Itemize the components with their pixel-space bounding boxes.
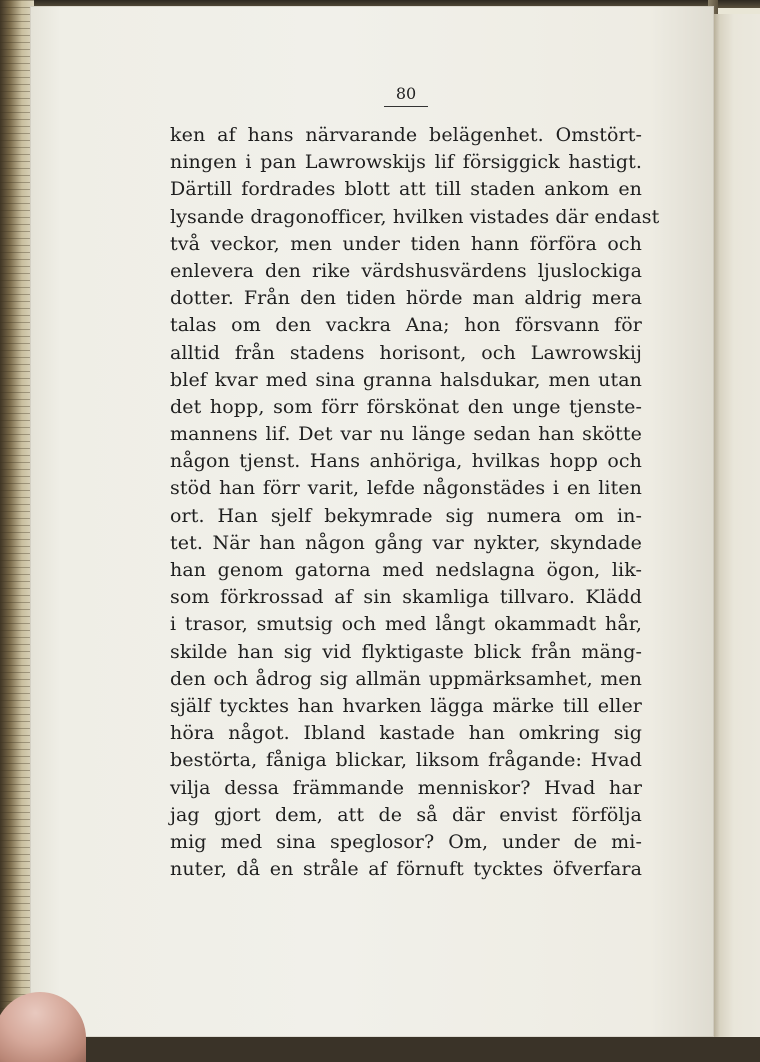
text-line: alltid från stadens horisont, och Lawrowskij — [170, 341, 642, 364]
text-line: det hopp, som förr förskönat den unge tjenste- — [170, 395, 642, 418]
book-page-edges-left — [0, 0, 34, 1037]
page-text-block — [170, 122, 660, 883]
text-line: höra något. Ibland kastade han omkring sig — [170, 722, 642, 745]
text-line: stöd han förr varit, lefde någonstädes i en liten — [170, 477, 642, 500]
facing-page-edge — [714, 14, 760, 1037]
text-line: jag gjort dem, att de så där envist förfölja — [170, 803, 642, 826]
text-line: lysande dragonofficer, hvilken vistades där endast — [170, 205, 660, 228]
text-line: han genom gatorna med nedslagna ögon, lik- — [170, 559, 642, 581]
text-line: ort. Han sjelf bekymrade sig numera om in- — [170, 504, 642, 527]
text-line: talas om den vackra Ana; hon försvann för — [170, 314, 642, 337]
text-line: ningen i pan Lawrowskijs lif försiggick hastigt. — [170, 151, 642, 174]
text-line: själf tycktes han hvarken lägga märke till eller — [170, 694, 642, 717]
text-line: vilja dessa främmande menniskor? Hvad har — [170, 776, 642, 799]
page-number: 80 — [395, 84, 417, 103]
page-number-rule — [384, 106, 428, 107]
text-line: enlevera den rike värdshusvärdens ljuslockiga — [170, 259, 642, 282]
text-line: tet. När han någon gång var nykter, skyndade — [170, 531, 642, 554]
text-line: blef kvar med sina granna halsdukar, men utan — [170, 368, 642, 391]
text-line: dotter. Från den tiden hörde man aldrig mera — [170, 287, 642, 310]
text-line: skilde han sig vid flyktigaste blick från mäng- — [170, 640, 642, 663]
text-line: någon tjenst. Hans anhöriga, hvilkas hopp och — [170, 450, 642, 473]
text-line: Därtill fordrades blott att till staden ankom en — [170, 178, 642, 201]
text-line: bestörta, fåniga blickar, liksom frågande: Hvad — [170, 749, 642, 772]
text-line: som förkrossad af sin skamliga tillvaro. Klädd — [170, 586, 642, 609]
text-line: i trasor, smutsig och med långt okammadt hår, — [170, 613, 642, 636]
text-line: mig med sina speglosor? Om, under de mi- — [170, 830, 642, 853]
text-line: den och ådrog sig allmän uppmärksamhet, men — [170, 667, 642, 690]
text-line: två veckor, men under tiden hann förföra och — [170, 232, 642, 255]
text-line: ken af hans närvarande belägenhet. Omstört- — [170, 124, 642, 146]
text-line: mannens lif. Det var nu länge sedan han skötte — [170, 423, 642, 446]
text-line: nuter, då en stråle af förnuft tycktes öfverfara — [170, 858, 642, 881]
